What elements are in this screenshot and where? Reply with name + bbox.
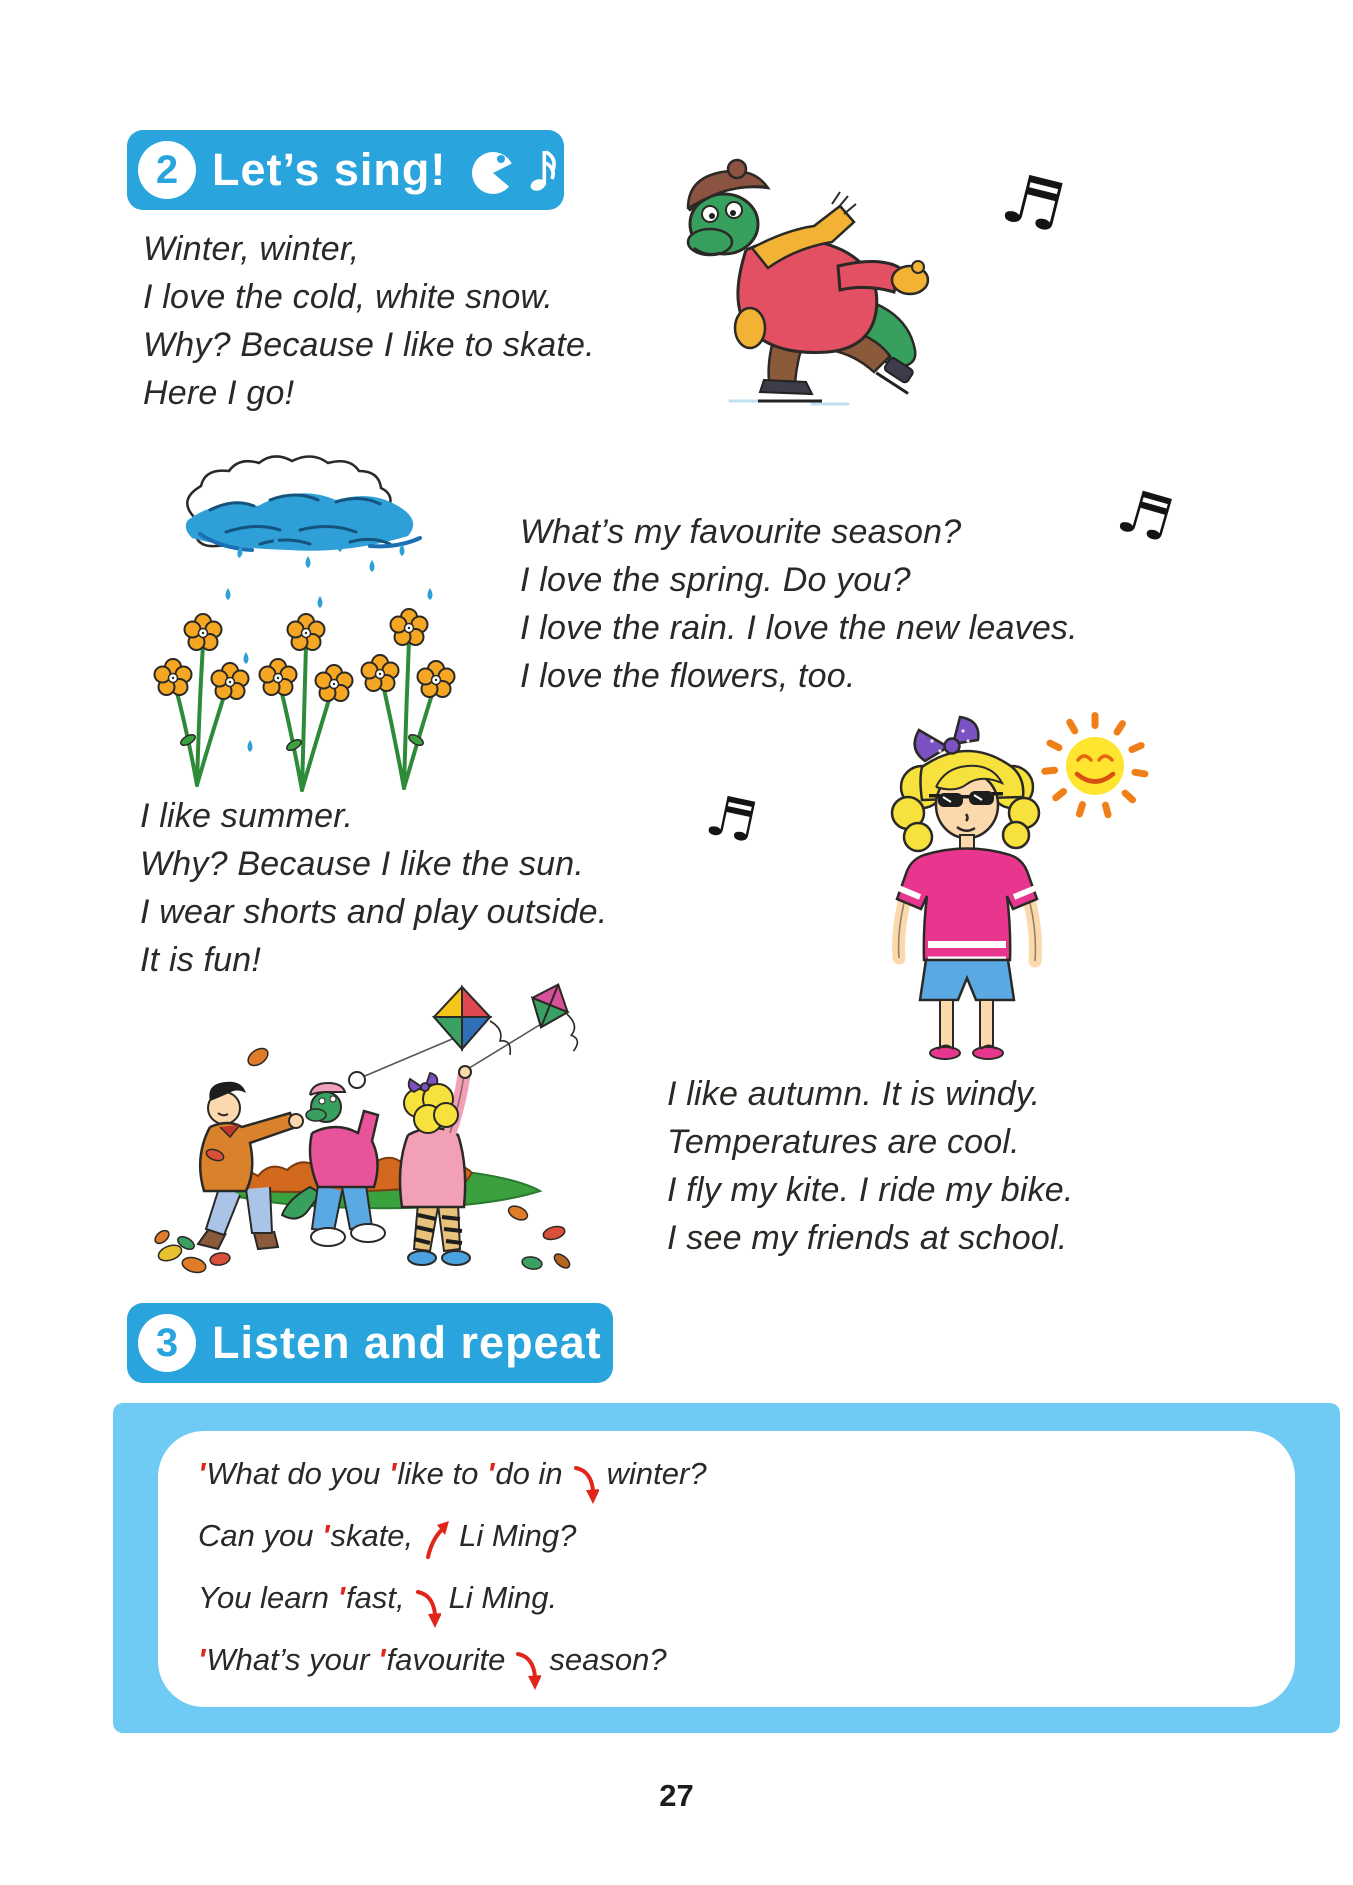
singing-face-icon: [466, 138, 570, 202]
phrase-text: like to: [397, 1456, 488, 1491]
rain-flowers-illustration: [140, 450, 470, 810]
section-title: Listen and repeat: [212, 1317, 602, 1368]
music-note-icon: ♬: [699, 782, 763, 857]
verse-line: What’s my favourite season?: [520, 513, 962, 551]
verse-line: Why? Because I like to skate.: [143, 326, 595, 364]
song-verse-autumn: [667, 1070, 1074, 1262]
section-listen-repeat-header: [127, 1303, 613, 1383]
skating-dinosaur-illustration: [660, 158, 970, 408]
section-title: Let’s sing!: [212, 144, 447, 195]
stress-mark-icon: ': [337, 1580, 345, 1615]
listen-repeat-line: [198, 1567, 1295, 1629]
phrase-text: skate,: [330, 1518, 414, 1553]
stress-mark-icon: ': [378, 1642, 386, 1677]
verse-line: I see my friends at school.: [667, 1219, 1068, 1257]
section-lets-sing-header: [127, 130, 564, 210]
falling-intonation-arrow-icon: [515, 1649, 541, 1691]
sun-icon: [1030, 700, 1160, 830]
verse-line: I love the spring. Do you?: [520, 561, 911, 599]
stress-mark-icon: ': [198, 1456, 206, 1491]
verse-line: I like summer.: [140, 797, 354, 835]
listen-repeat-line: [198, 1443, 1295, 1505]
stress-mark-icon: ': [322, 1518, 330, 1553]
verse-line: I like autumn. It is windy.: [667, 1075, 1041, 1113]
stress-mark-icon: ': [487, 1456, 495, 1491]
song-verse-summer: [140, 792, 607, 984]
phrase-text: winter?: [606, 1456, 707, 1491]
verse-line: Winter, winter,: [143, 230, 360, 268]
verse-line: It is fun!: [140, 941, 262, 979]
rising-intonation-arrow-icon: [423, 1519, 451, 1561]
listen-repeat-card: [158, 1431, 1295, 1707]
phrase-text: You learn: [198, 1580, 338, 1615]
phrase-text: season?: [549, 1642, 667, 1677]
falling-intonation-arrow-icon: [415, 1587, 441, 1629]
phrase-text: What do you: [206, 1456, 390, 1491]
listen-repeat-panel: [113, 1403, 1340, 1733]
page-number: 27: [659, 1778, 694, 1813]
section-number-badge: 2: [138, 141, 196, 199]
phrase-text: Li Ming?: [459, 1518, 577, 1553]
kite-flying-illustration: [150, 975, 600, 1295]
verse-line: Temperatures are cool.: [667, 1123, 1020, 1161]
song-verse-spring: [520, 508, 1078, 700]
stress-mark-icon: ': [389, 1456, 397, 1491]
verse-line: I love the flowers, too.: [520, 657, 856, 695]
verse-line: I wear shorts and play outside.: [140, 893, 608, 931]
listen-repeat-line: [198, 1629, 1295, 1691]
phrase-text: Li Ming.: [448, 1580, 558, 1615]
section-number-badge: 3: [138, 1314, 196, 1372]
phrase-text: favourite: [386, 1642, 506, 1677]
listen-repeat-line: [198, 1505, 1295, 1567]
falling-intonation-arrow-icon: [573, 1463, 599, 1505]
stress-mark-icon: ': [198, 1642, 206, 1677]
verse-line: I fly my kite. I ride my bike.: [667, 1171, 1074, 1209]
phrase-text: Can you: [198, 1518, 323, 1553]
verse-line: I love the rain. I love the new leaves.: [520, 609, 1078, 647]
song-verse-winter: [143, 225, 595, 417]
phrase-text: What’s your: [206, 1642, 379, 1677]
verse-line: Why? Because I like the sun.: [140, 845, 585, 883]
music-note-icon: ♬: [1109, 474, 1181, 558]
phrase-text: fast,: [345, 1580, 405, 1615]
music-note-icon: ♬: [993, 157, 1072, 250]
verse-line: I love the cold, white snow.: [143, 278, 554, 316]
verse-line: Here I go!: [143, 374, 295, 412]
phrase-text: do in: [495, 1456, 563, 1491]
